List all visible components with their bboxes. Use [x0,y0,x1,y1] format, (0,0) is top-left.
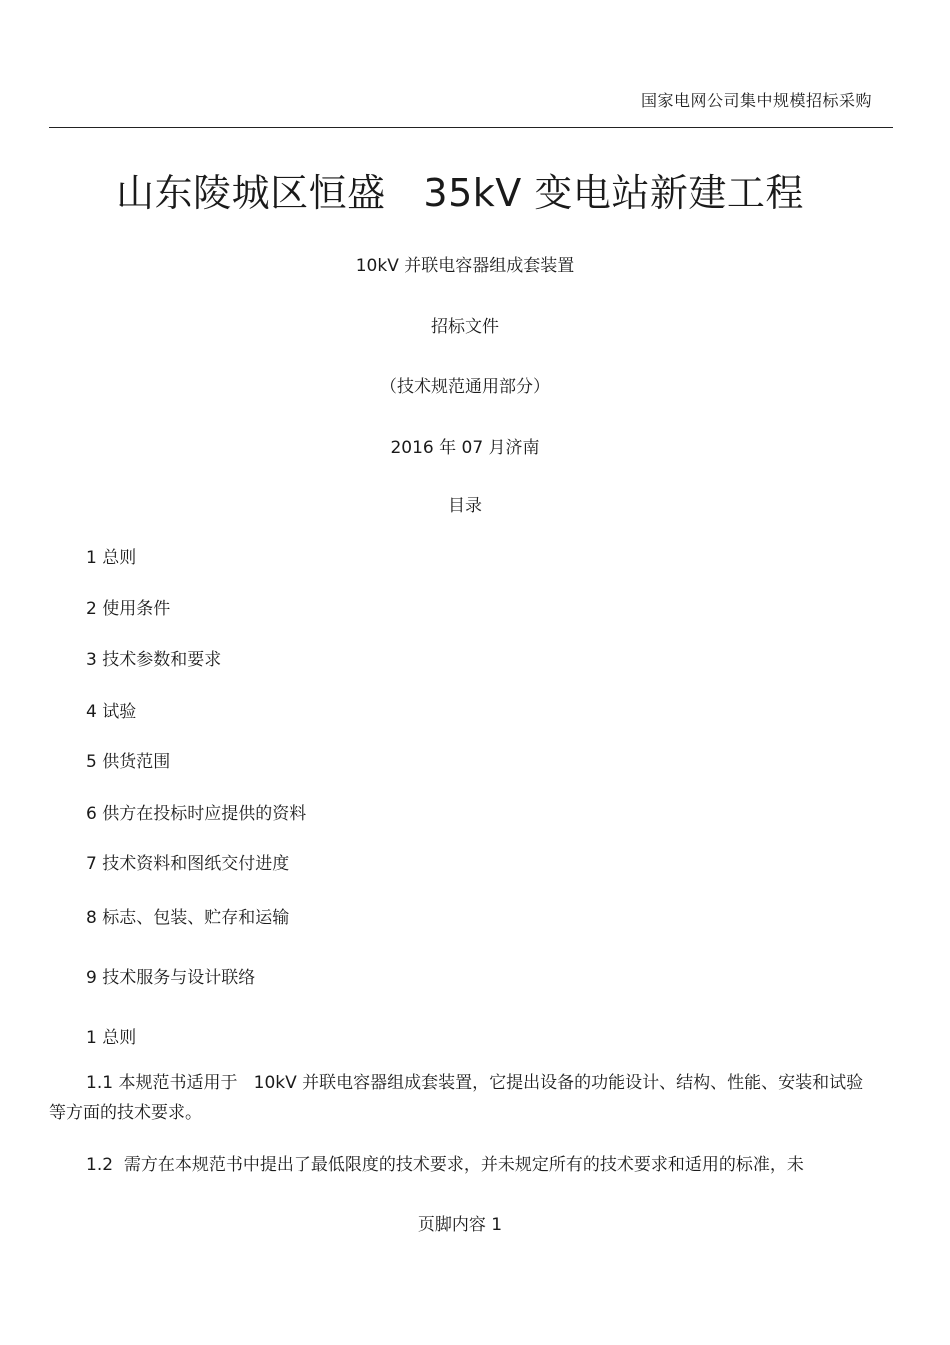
header-divider [49,127,893,128]
toc-item: 4 试验 [86,702,137,722]
toc-item: 6 供方在投标时应提供的资料 [86,804,307,824]
toc-item: 8 标志、包装、贮存和运输 [86,908,290,928]
document-type: 招标文件 [431,317,499,337]
toc-item: 1 总则 [86,548,137,568]
page-footer: 页脚内容 1 [417,1215,503,1235]
paragraph-1-2 [49,1150,869,1180]
section-heading: 1 总则 [86,1028,137,1048]
document-subtitle: 10kV 并联电容器组成套装置 [355,256,575,276]
document-part: （技术规范通用部分） [380,377,550,397]
toc-item: 7 技术资料和图纸交付进度 [86,854,290,874]
toc-item: 2 使用条件 [86,599,171,619]
toc-item: 3 技术参数和要求 [86,650,222,670]
paragraph-1-1 [49,1068,869,1128]
toc-heading: 目录 [448,496,482,516]
header-org: 国家电网公司集中规模招标采购 [640,91,872,110]
toc-item: 9 技术服务与设计联络 [86,968,256,988]
toc-item: 5 供货范围 [86,752,171,772]
document-title: 山东陵城区恒盛 35kV 变电站新建工程 [116,171,804,215]
document-date-place: 2016 年 07 月济南 [390,438,540,458]
paragraph-1-2-text: 1.2 需方在本规范书中提出了最低限度的技术要求，并未规定所有的技术要求和适用的标准，未 [86,1155,804,1175]
paragraph-1-1-text: 1.1 本规范书适用于 10kV 并联电容器组成套装置，它提出设备的功能设计、结构、性能、安装和试验等方面的技术要求。 [49,1073,864,1123]
